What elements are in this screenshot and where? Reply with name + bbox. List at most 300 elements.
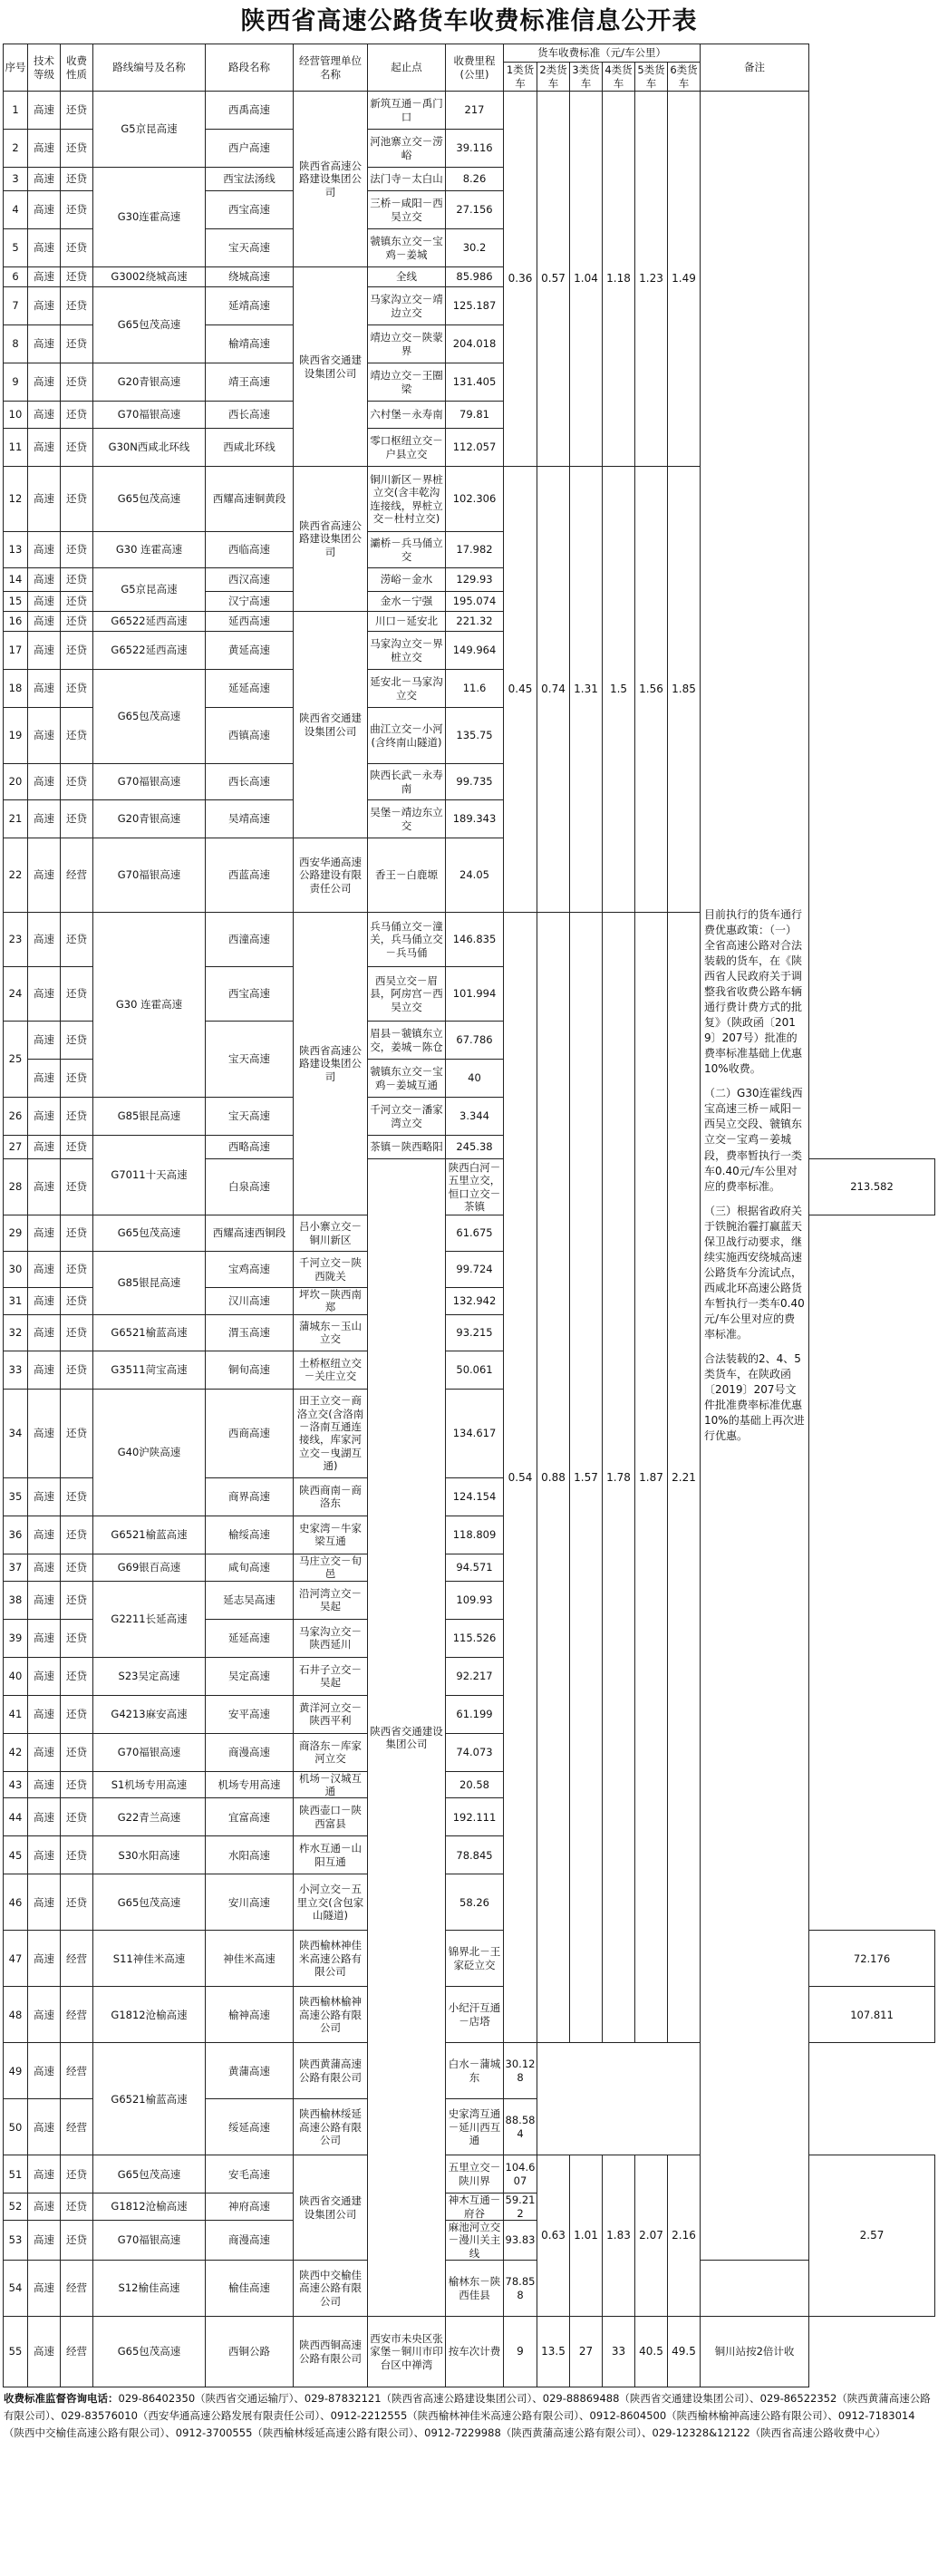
row-endpoints: 史家湾互通－延川西互通 [446,2099,504,2155]
row-nature: 还贷 [61,1252,93,1288]
row-grade: 高速 [28,2155,61,2193]
row-endpoints: 铜川新区－界桩立交(含丰乾沟连接线，界桩立交－杜村立交) [368,467,446,532]
row-endpoints: 蒲城东－玉山立交 [294,1314,368,1351]
row-no: 21 [4,800,28,838]
row-endpoints: 陕西长武－永寿南 [368,764,446,800]
row-grade: 高速 [28,1516,61,1554]
row-route: G69银百高速 [93,1554,206,1581]
row-section: 西宝高速 [206,967,294,1022]
row-nature: 还贷 [61,708,93,764]
row-grade: 高速 [28,1657,61,1695]
row-section: 西商高速 [206,1389,294,1477]
row-no: 53 [4,2221,28,2261]
row-route: G70福银高速 [93,764,206,800]
row-grade: 高速 [28,1554,61,1581]
row-grade: 高速 [28,1351,61,1389]
rate-class-3: 1.83 [603,2155,635,2317]
header-remark: 备注 [701,44,809,92]
row-route: G65包茂高速 [93,670,206,764]
row-grade: 高速 [28,325,61,363]
rate-class-4: 2.07 [635,2155,668,2317]
row-grade: 高速 [28,1389,61,1477]
row-nature: 还贷 [61,2193,93,2221]
row-grade: 高速 [28,191,61,229]
row-endpoints: 虢镇东立交－宝鸡－姜城互通 [368,1060,446,1098]
row-section: 西耀高速铜黄段 [206,467,294,532]
table-row [4,92,935,130]
row-section: 神佳米高速 [206,1931,294,1987]
row-grade: 高速 [28,1477,61,1516]
header-class-4: 4类货车 [603,63,635,92]
row-route: G2211长延高速 [93,1581,206,1657]
row-route: G6522延西高速 [93,612,206,632]
row-grade: 高速 [28,92,61,130]
row-grade: 高速 [28,592,61,612]
row-nature: 经营 [61,2043,93,2099]
row-grade: 高速 [28,800,61,838]
row-mileage: 20.58 [446,1771,504,1798]
row-route: S23吴定高速 [93,1657,206,1695]
row-section: 延延高速 [206,1619,294,1657]
row-no: 1 [4,92,28,130]
row-no: 39 [4,1619,28,1657]
row-grade: 高速 [28,1836,61,1874]
row-route: G7011十天高速 [93,1136,206,1215]
row-mileage: 72.176 [809,1931,935,1987]
row-mileage: 245.38 [446,1136,504,1159]
footer-label: 收费标准监督咨询电话： [4,2392,119,2406]
row-endpoints: 黄洋河立交－陕西平利 [294,1695,368,1733]
row-section: 西略高速 [206,1136,294,1159]
row-section: 黄蒲高速 [206,2043,294,2099]
row-endpoints: 香王－白鹿塬 [368,838,446,913]
row-mileage: 213.582 [809,1159,935,1215]
row-section: 吴靖高速 [206,800,294,838]
row-mileage: 101.994 [446,967,504,1022]
row-grade: 高速 [28,1931,61,1987]
row-nature: 还贷 [61,287,93,325]
row-nature: 经营 [61,2261,93,2317]
row-mileage: 67.786 [446,1022,504,1060]
row-route: G30N西咸北环线 [93,429,206,467]
remark-p4: 合法装载的2、4、5类货车，在陕政函〔2019〕207号文件批准费率标准优惠10%的基础上再次进行优惠。 [704,1351,805,1443]
row-nature: 还贷 [61,612,93,632]
row-no: 38 [4,1581,28,1619]
row-endpoints: 五里立交－陕川界 [446,2155,504,2193]
row-operator: 陕西省交通建设集团公司 [368,1159,446,2317]
row-endpoints: 田王立交－商洛立交(含洛南－洛南互通连接线，库家河立交－曳湖互通) [294,1389,368,1477]
row-no: 14 [4,568,28,592]
row-route: G85银昆高速 [93,1252,206,1315]
row-mileage: 112.057 [446,429,504,467]
row-nature: 还贷 [61,670,93,708]
row-no: 45 [4,1836,28,1874]
row-endpoints: 灞桥－兵马俑立交 [368,532,446,568]
row-endpoints: 榆林东－陕西佳县 [446,2261,504,2317]
row-mileage: 189.343 [446,800,504,838]
row-endpoints: 虢镇东立交－宝鸡－姜城 [368,229,446,267]
row-mileage: 93.83 [504,2221,537,2261]
row-mileage: 30.128 [504,2043,537,2099]
row-no: 50 [4,2099,28,2155]
row-grade: 高速 [28,1215,61,1252]
rate-class-5: 40.5 [635,2317,668,2387]
row-section: 白泉高速 [206,1159,294,1215]
row-route: G6521榆蓝高速 [93,1516,206,1554]
row-section: 宝天高速 [206,1022,294,1098]
row-nature: 还贷 [61,1771,93,1798]
row-endpoints: 陕西白河－五里立交，恒口立交－茶镇 [446,1159,504,1215]
header-endpoints: 起止点 [368,44,446,92]
rate-class-2: 1.01 [570,2155,603,2317]
row-mileage: 125.187 [446,287,504,325]
row-grade: 高速 [28,429,61,467]
row-no: 46 [4,1874,28,1931]
header-section: 路段名称 [206,44,294,92]
row-mileage: 按车次计费 [446,2317,504,2387]
row-grade: 高速 [28,708,61,764]
rate-class-5: 2.16 [668,2155,701,2317]
row-section: 西长高速 [206,764,294,800]
row-route: S11神佳米高速 [93,1931,206,1987]
row-grade: 高速 [28,1733,61,1771]
row-grade: 高速 [28,1060,61,1098]
row-mileage: 50.061 [446,1351,504,1389]
row-route: G65包茂高速 [93,1215,206,1252]
row-endpoints: 麻池河立交－漫川关主线 [446,2221,504,2261]
row-nature: 还贷 [61,363,93,402]
row-grade: 高速 [28,1987,61,2043]
row-mileage: 74.073 [446,1733,504,1771]
row-route: G30 连霍高速 [93,913,206,1098]
row-endpoints: 马庄立交－旬邑 [294,1554,368,1581]
row-endpoints: 茶镇－陕西略阳 [368,1136,446,1159]
row-grade: 高速 [28,2193,61,2221]
row-mileage: 39.116 [446,130,504,168]
row-grade: 高速 [28,1022,61,1060]
row-no: 12 [4,467,28,532]
rate-class-4: 1.78 [603,913,635,2043]
row-mileage: 27.156 [446,191,504,229]
row-nature: 还贷 [61,1314,93,1351]
row-endpoints: 白水－蒲城东 [446,2043,504,2099]
rate-class-6: 2.57 [809,2155,935,2317]
row-grade: 高速 [28,2221,61,2261]
row-endpoints: 法门寺－太白山 [368,168,446,191]
row-mileage: 78.858 [504,2261,537,2317]
row-no: 19 [4,708,28,764]
row-section: 安川高速 [206,1874,294,1931]
rate-class-4: 1.18 [603,92,635,467]
row-mileage: 59.212 [504,2193,537,2221]
row-grade: 高速 [28,1159,61,1215]
row-operator: 陕西省交通建设集团公司 [294,612,368,838]
row-nature: 还贷 [61,429,93,467]
rate-class-3: 1.31 [570,467,603,913]
row-no: 35 [4,1477,28,1516]
rate-class-1: 0.63 [537,2155,570,2317]
row-nature: 还贷 [61,191,93,229]
row-nature: 经营 [61,2099,93,2155]
header-class-5: 5类货车 [635,63,668,92]
row-section: 延西高速 [206,612,294,632]
row-grade: 高速 [28,130,61,168]
row-no: 4 [4,191,28,229]
row-no: 36 [4,1516,28,1554]
row-grade: 高速 [28,1771,61,1798]
row-nature: 还贷 [61,229,93,267]
row-no: 52 [4,2193,28,2221]
row-mileage: 195.074 [446,592,504,612]
row-nature: 还贷 [61,1581,93,1619]
row-endpoints: 河池寨立交－涝峪 [368,130,446,168]
row-nature: 还贷 [61,1136,93,1159]
rate-class-1: 0.45 [504,467,537,913]
row-route: G6521榆蓝高速 [93,2043,206,2155]
row-operator: 陕西省高速公路建设集团公司 [294,467,368,612]
row-grade: 高速 [28,967,61,1022]
row-no: 25 [4,1022,28,1098]
row-route: S30水阳高速 [93,1836,206,1874]
row-section: 宝天高速 [206,1098,294,1136]
row-section: 宝鸡高速 [206,1252,294,1288]
row-endpoints: 六村堡－永寿南 [368,402,446,429]
row-no: 42 [4,1733,28,1771]
row-endpoints: 马家沟立交－界桩立交 [368,632,446,670]
row-no: 37 [4,1554,28,1581]
row-nature: 还贷 [61,592,93,612]
row-nature: 还贷 [61,1477,93,1516]
row-grade: 高速 [28,1288,61,1315]
row-no: 23 [4,913,28,967]
row-no: 10 [4,402,28,429]
row-section: 西禹高速 [206,92,294,130]
row-mileage: 99.735 [446,764,504,800]
row-no: 32 [4,1314,28,1351]
row-mileage: 146.835 [446,913,504,967]
row-endpoints: 坪坎－陕西南郑 [294,1288,368,1315]
row-grade: 高速 [28,1874,61,1931]
row-grade: 高速 [28,532,61,568]
header-operator: 经营管理单位名称 [294,44,368,92]
row-no: 33 [4,1351,28,1389]
row-route: G65包茂高速 [93,287,206,363]
row-nature: 还贷 [61,130,93,168]
row-endpoints: 兵马俑立交－潼关，兵马俑立交－兵马俑 [368,913,446,967]
remark-cell [701,92,809,2261]
row-section: 绕城高速 [206,267,294,287]
row-operator: 陕西中交榆佳高速公路有限公司 [294,2261,368,2317]
row-section: 靖王高速 [206,363,294,402]
rate-class-3: 27 [570,2317,603,2387]
row-nature: 还贷 [61,1836,93,1874]
row-route: G3511菏宝高速 [93,1351,206,1389]
row-section: 榆绥高速 [206,1516,294,1554]
row-mileage: 61.675 [446,1215,504,1252]
header-nature: 收费性质 [61,44,93,92]
row-section: 神府高速 [206,2193,294,2221]
row-nature: 还贷 [61,913,93,967]
row-no: 11 [4,429,28,467]
row-grade: 高速 [28,402,61,429]
row-operator: 陕西榆林绥延高速公路有限公司 [294,2099,368,2155]
row-endpoints: 千河立交－陕西陇关 [294,1252,368,1288]
row-section: 吴定高速 [206,1657,294,1695]
row-grade: 高速 [28,1252,61,1288]
table-row [4,2317,935,2387]
row-mileage: 93.215 [446,1314,504,1351]
row-route: G22青兰高速 [93,1798,206,1836]
rate-class-1: 0.54 [504,913,537,2043]
row-no: 6 [4,267,28,287]
header-grade: 技术等级 [28,44,61,92]
row-endpoints: 马家沟立交－靖边立交 [368,287,446,325]
row-route: G20青银高速 [93,800,206,838]
row-section: 西蓝高速 [206,838,294,913]
row-section: 延志吴高速 [206,1581,294,1619]
table-row [4,2261,935,2317]
row-route: G70福银高速 [93,838,206,913]
row-section: 西户高速 [206,130,294,168]
row-nature: 还贷 [61,1215,93,1252]
row-section: 西镇高速 [206,708,294,764]
row-no: 30 [4,1252,28,1288]
row-no: 16 [4,612,28,632]
header-no: 序号 [4,44,28,92]
row-endpoints: 三桥－咸阳－西吴立交 [368,191,446,229]
row-grade: 高速 [28,612,61,632]
rate-class-6: 2.21 [668,913,701,2043]
row-mileage: 217 [446,92,504,130]
rate-class-2: 0.88 [537,913,570,2043]
row-mileage: 58.26 [446,1874,504,1931]
row-nature: 还贷 [61,1798,93,1836]
header-class-1: 1类货车 [504,63,537,92]
row-nature: 还贷 [61,1695,93,1733]
row-nature: 还贷 [61,325,93,363]
row-nature: 还贷 [61,568,93,592]
row-nature: 还贷 [61,1657,93,1695]
row-no: 20 [4,764,28,800]
row-mileage: 132.942 [446,1288,504,1315]
row-nature: 还贷 [61,92,93,130]
row-endpoints: 吕小寨立交－铜川新区 [294,1215,368,1252]
row-mileage: 61.199 [446,1695,504,1733]
row-nature: 还贷 [61,1389,93,1477]
row-mileage: 104.607 [504,2155,537,2193]
row-grade: 高速 [28,168,61,191]
row-nature: 还贷 [61,1288,93,1315]
row-grade: 高速 [28,632,61,670]
row-mileage: 118.809 [446,1516,504,1554]
row-section: 西潼高速 [206,913,294,967]
row-route: G65包茂高速 [93,2155,206,2193]
row-route: G30连霍高速 [93,168,206,267]
footer-text: 029-86402350（陕西省交通运输厅）、029-87832121（陕西省高速公路建设集团公司）、029-88869488（陕西省交通建设集团公司）、029-86522352（陕西黄蒲高速公路有限公司）、029-83576010（西安华通高速公路发展有限责任公司）、0912-2212555（陕西榆林神佳米高速公路有限公司）、0912-8604500（陕西榆林榆神高速公路有限公司）、0912-7183014（陕西中交榆佳高速公路有限公司）、0912-3700555（陕西榆林绥延高速公路有限公司）、0912-7229988（陕西黄蒲高速公路有限公司）、029-12328&12122（陕西省高速公路收费中心） [4,2392,931,2440]
row-mileage: 149.964 [446,632,504,670]
row-section: 西咸北环线 [206,429,294,467]
row-mileage: 115.526 [446,1619,504,1657]
row-grade: 高速 [28,467,61,532]
row-nature: 还贷 [61,1159,93,1215]
row-no: 15 [4,592,28,612]
row-route: G30 连霍高速 [93,532,206,568]
row-nature: 还贷 [61,1619,93,1657]
remark-p3: （三）根据省政府关于铁腕治霾打赢蓝天保卫战行动要求，继续实施西安绕城高速公路货车分流试点，西咸北环高速公路货车暂执行一类车0.40元/车公里对应的费率标准。 [704,1204,805,1341]
row-grade: 高速 [28,1695,61,1733]
row-endpoints: 小纪汗互通－店塔 [446,1987,504,2043]
row-no: 9 [4,363,28,402]
row-operator: 陕西省高速公路建设集团公司 [294,92,368,267]
row-mileage: 17.982 [446,532,504,568]
row-section: 宜富高速 [206,1798,294,1836]
row-no: 55 [4,2317,28,2387]
row-route: G3002绕城高速 [93,267,206,287]
row-no: 28 [4,1159,28,1215]
row-section: 延靖高速 [206,287,294,325]
row-endpoints: 靖边立交－陕蒙界 [368,325,446,363]
row-nature: 还贷 [61,2155,93,2193]
row-section: 黄延高速 [206,632,294,670]
row-nature: 还贷 [61,632,93,670]
row-no: 8 [4,325,28,363]
header-class-2: 2类货车 [537,63,570,92]
row-route: G85银昆高速 [93,1098,206,1136]
row-section: 水阳高速 [206,1836,294,1874]
row-nature: 还贷 [61,168,93,191]
row-endpoints: 小河立交－五里立交(含包家山隧道) [294,1874,368,1931]
row-no: 26 [4,1098,28,1136]
row-section: 商界高速 [206,1477,294,1516]
row-route: G6521榆蓝高速 [93,1314,206,1351]
row-mileage: 88.584 [504,2099,537,2155]
row-nature: 经营 [61,2317,93,2387]
row-endpoints: 千河立交－潘家湾立交 [368,1098,446,1136]
header-route: 路线编号及名称 [93,44,206,92]
row-section: 西临高速 [206,532,294,568]
row-nature: 还贷 [61,1060,93,1098]
row-nature: 还贷 [61,1554,93,1581]
row-mileage: 124.154 [446,1477,504,1516]
row-route: G6522延西高速 [93,632,206,670]
row-no: 22 [4,838,28,913]
rate-class-4: 33 [603,2317,635,2387]
row-nature: 还贷 [61,467,93,532]
row-operator: 陕西省交通建设集团公司 [294,267,368,467]
row-no: 18 [4,670,28,708]
row-nature: 还贷 [61,1351,93,1389]
header-class-6: 6类货车 [668,63,701,92]
rate-class-3: 1.57 [570,913,603,2043]
row-mileage: 204.018 [446,325,504,363]
row-route: G1812沧榆高速 [93,1987,206,2043]
row-nature: 还贷 [61,1098,93,1136]
row-nature: 还贷 [61,267,93,287]
row-grade: 高速 [28,1619,61,1657]
row-operator: 西安华通高速公路建设有限责任公司 [294,838,368,913]
row-grade: 高速 [28,568,61,592]
row-grade: 高速 [28,838,61,913]
remark-tongchuan: 铜川站按2倍计收 [701,2317,809,2387]
row-route: G40沪陕高速 [93,1389,206,1516]
rate-class-6: 49.5 [668,2317,701,2387]
row-route: S1机场专用高速 [93,1771,206,1798]
row-mileage: 129.93 [446,568,504,592]
row-section: 安平高速 [206,1695,294,1733]
row-no: 44 [4,1798,28,1836]
row-mileage: 221.32 [446,612,504,632]
row-section: 咸旬高速 [206,1554,294,1581]
